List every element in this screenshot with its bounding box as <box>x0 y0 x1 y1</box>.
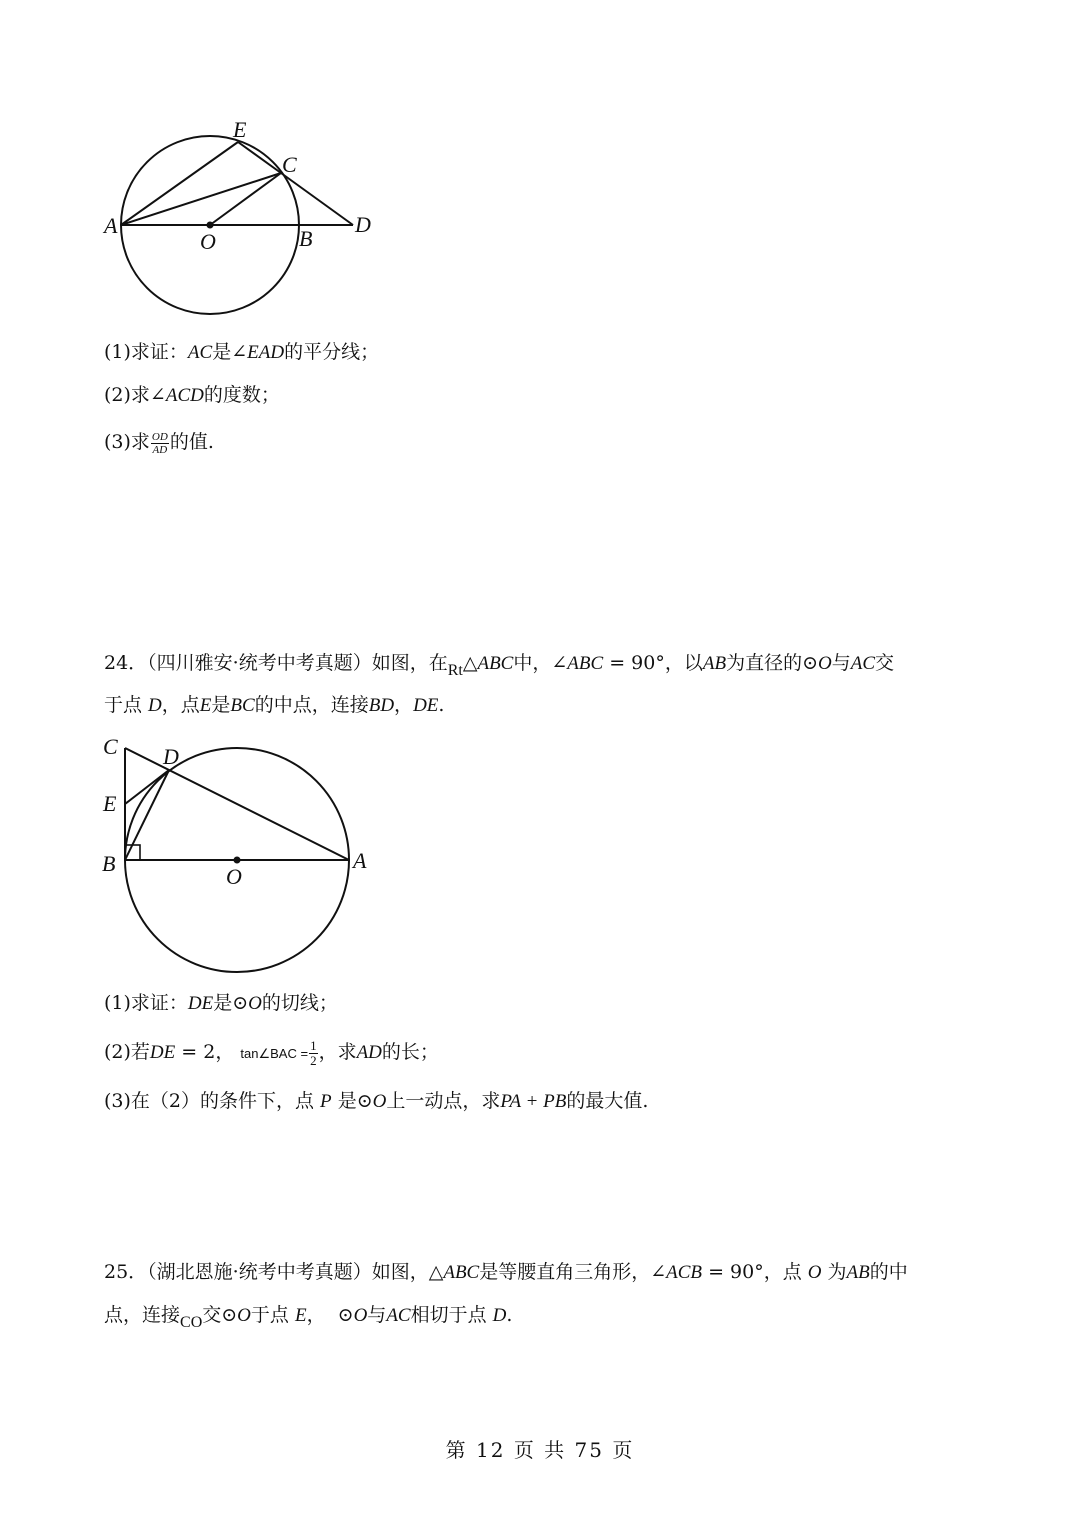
text: (3)在（2）的条件下，点 <box>104 1090 321 1112</box>
segment-cd <box>281 173 353 225</box>
denominator: AD <box>152 443 168 456</box>
text: 是 <box>211 694 231 716</box>
text: 交 <box>875 652 895 674</box>
text: 是⊙ <box>213 992 249 1014</box>
label-a: A <box>104 213 118 238</box>
p24-statement-line-2 <box>104 691 444 720</box>
text: ，求 <box>318 1041 357 1063</box>
fraction-one-half <box>309 1039 318 1068</box>
p24-question-3 <box>104 1087 648 1116</box>
text: 的度数； <box>203 384 280 406</box>
label-e: E <box>233 117 247 142</box>
math: ACD <box>165 385 204 406</box>
math: O <box>818 653 832 674</box>
text: 为 <box>821 1261 847 1283</box>
text: 与 <box>831 652 851 674</box>
math: ABC <box>477 653 514 674</box>
math: DE <box>149 1042 176 1063</box>
math: DE <box>187 993 214 1014</box>
co-label: CO <box>180 1314 203 1331</box>
figure-circle-right-triangle-2 <box>96 730 386 980</box>
segment-bd <box>125 770 169 860</box>
figure-circle-tangent-1 <box>96 112 396 322</box>
rt-label: Rt <box>447 662 463 679</box>
page-footer: 第 12 页 共 75 页 <box>445 1438 635 1462</box>
text: ， ⊙ <box>306 1304 354 1326</box>
text: 的长； <box>381 1041 439 1063</box>
right-angle-mark <box>125 845 140 860</box>
text: (2)求∠ <box>104 384 166 406</box>
text: 于点 <box>250 1304 295 1326</box>
math: O <box>807 1262 822 1283</box>
p24-statement-line-1 <box>104 649 894 685</box>
text: = 2， <box>175 1041 235 1063</box>
math: AB <box>702 653 727 674</box>
text: 点，连接 <box>104 1304 181 1326</box>
segment-oc <box>210 173 281 225</box>
label-c: C <box>282 152 297 177</box>
math: AC <box>386 1305 411 1326</box>
text: 的切线； <box>261 992 338 1014</box>
label-o: O <box>200 229 216 254</box>
segment-ac <box>121 173 281 225</box>
math: PA + PB <box>500 1091 567 1112</box>
text: 的值. <box>169 431 214 453</box>
math: AC <box>850 653 876 674</box>
text: 上一动点，求 <box>386 1090 501 1112</box>
p24-question-1 <box>104 989 338 1018</box>
text: 的中 <box>869 1261 908 1283</box>
text: 相切于点 <box>410 1304 493 1326</box>
p23-question-2 <box>104 381 280 410</box>
math: O <box>353 1305 368 1326</box>
p23-question-3 <box>104 428 214 456</box>
p23-question-1 <box>104 338 379 367</box>
segment-ca <box>125 748 349 860</box>
text: 为直径的⊙ <box>726 652 818 674</box>
numerator: OD <box>151 430 168 443</box>
text: (3)求 <box>104 431 150 453</box>
text: 中，∠ <box>513 652 568 674</box>
math: ACB <box>666 1262 703 1283</box>
math: D <box>492 1305 507 1326</box>
label-b: B <box>102 851 116 876</box>
text: (2)若 <box>104 1041 150 1063</box>
text: 的中点，连接 <box>254 694 369 716</box>
math: E <box>199 695 212 716</box>
math: ABC <box>567 653 604 674</box>
math: BC <box>230 695 255 716</box>
center-point-o <box>207 222 214 229</box>
text: 的最大值. <box>566 1090 649 1112</box>
numerator: 1 <box>310 1037 317 1053</box>
text: (1)求证： <box>104 341 188 363</box>
label-a: A <box>353 848 367 873</box>
text: = 90°，以 <box>603 652 703 674</box>
math: EAD <box>247 342 285 363</box>
text: 是⊙ <box>331 1090 373 1112</box>
text: 是∠ <box>212 341 248 363</box>
text: △ <box>462 652 478 674</box>
fraction-od-ad <box>151 431 169 456</box>
p24-question-2 <box>104 1038 439 1068</box>
text: 是等腰直角三角形，∠ <box>479 1261 667 1283</box>
math: E <box>294 1305 307 1326</box>
p25-statement-line-1 <box>104 1258 908 1287</box>
math: O <box>248 993 262 1014</box>
text: (1)求证： <box>104 992 188 1014</box>
label-d: D <box>163 744 179 769</box>
math: O <box>237 1305 251 1326</box>
math: AC <box>187 342 213 363</box>
math: AB <box>846 1262 870 1283</box>
denominator: 2 <box>310 1052 317 1068</box>
text: 于点 <box>104 694 149 716</box>
math: DE <box>413 695 439 716</box>
math: P <box>320 1091 332 1112</box>
math: ABC <box>443 1262 480 1283</box>
tan-expression: tan∠BAC = <box>240 1046 309 1061</box>
segment-ec <box>238 142 281 173</box>
math: D <box>148 695 162 716</box>
label-e: E <box>103 791 117 816</box>
p25-statement-line-2 <box>104 1301 512 1337</box>
center-point-o <box>234 857 241 864</box>
label-b: B <box>299 226 313 251</box>
text: 25．（湖北恩施·统考中考真题）如图，△ <box>104 1261 444 1283</box>
label-c: C <box>103 734 118 759</box>
text: 与 <box>367 1304 387 1326</box>
text: = 90°，点 <box>702 1261 808 1283</box>
math: AD <box>356 1042 382 1063</box>
math: BD <box>368 695 395 716</box>
text: 24．（四川雅安·统考中考真题）如图，在 <box>104 652 448 674</box>
text: . <box>506 1304 513 1326</box>
text: 的平分线； <box>284 341 380 363</box>
segment-ed <box>125 770 169 804</box>
math: O <box>372 1091 387 1112</box>
text: ，点 <box>161 694 200 716</box>
text: . <box>438 694 445 716</box>
segment-ae <box>121 142 238 225</box>
label-o: O <box>226 864 242 889</box>
text: 交⊙ <box>202 1304 238 1326</box>
text: ， <box>394 694 414 716</box>
label-d: D <box>355 212 371 237</box>
